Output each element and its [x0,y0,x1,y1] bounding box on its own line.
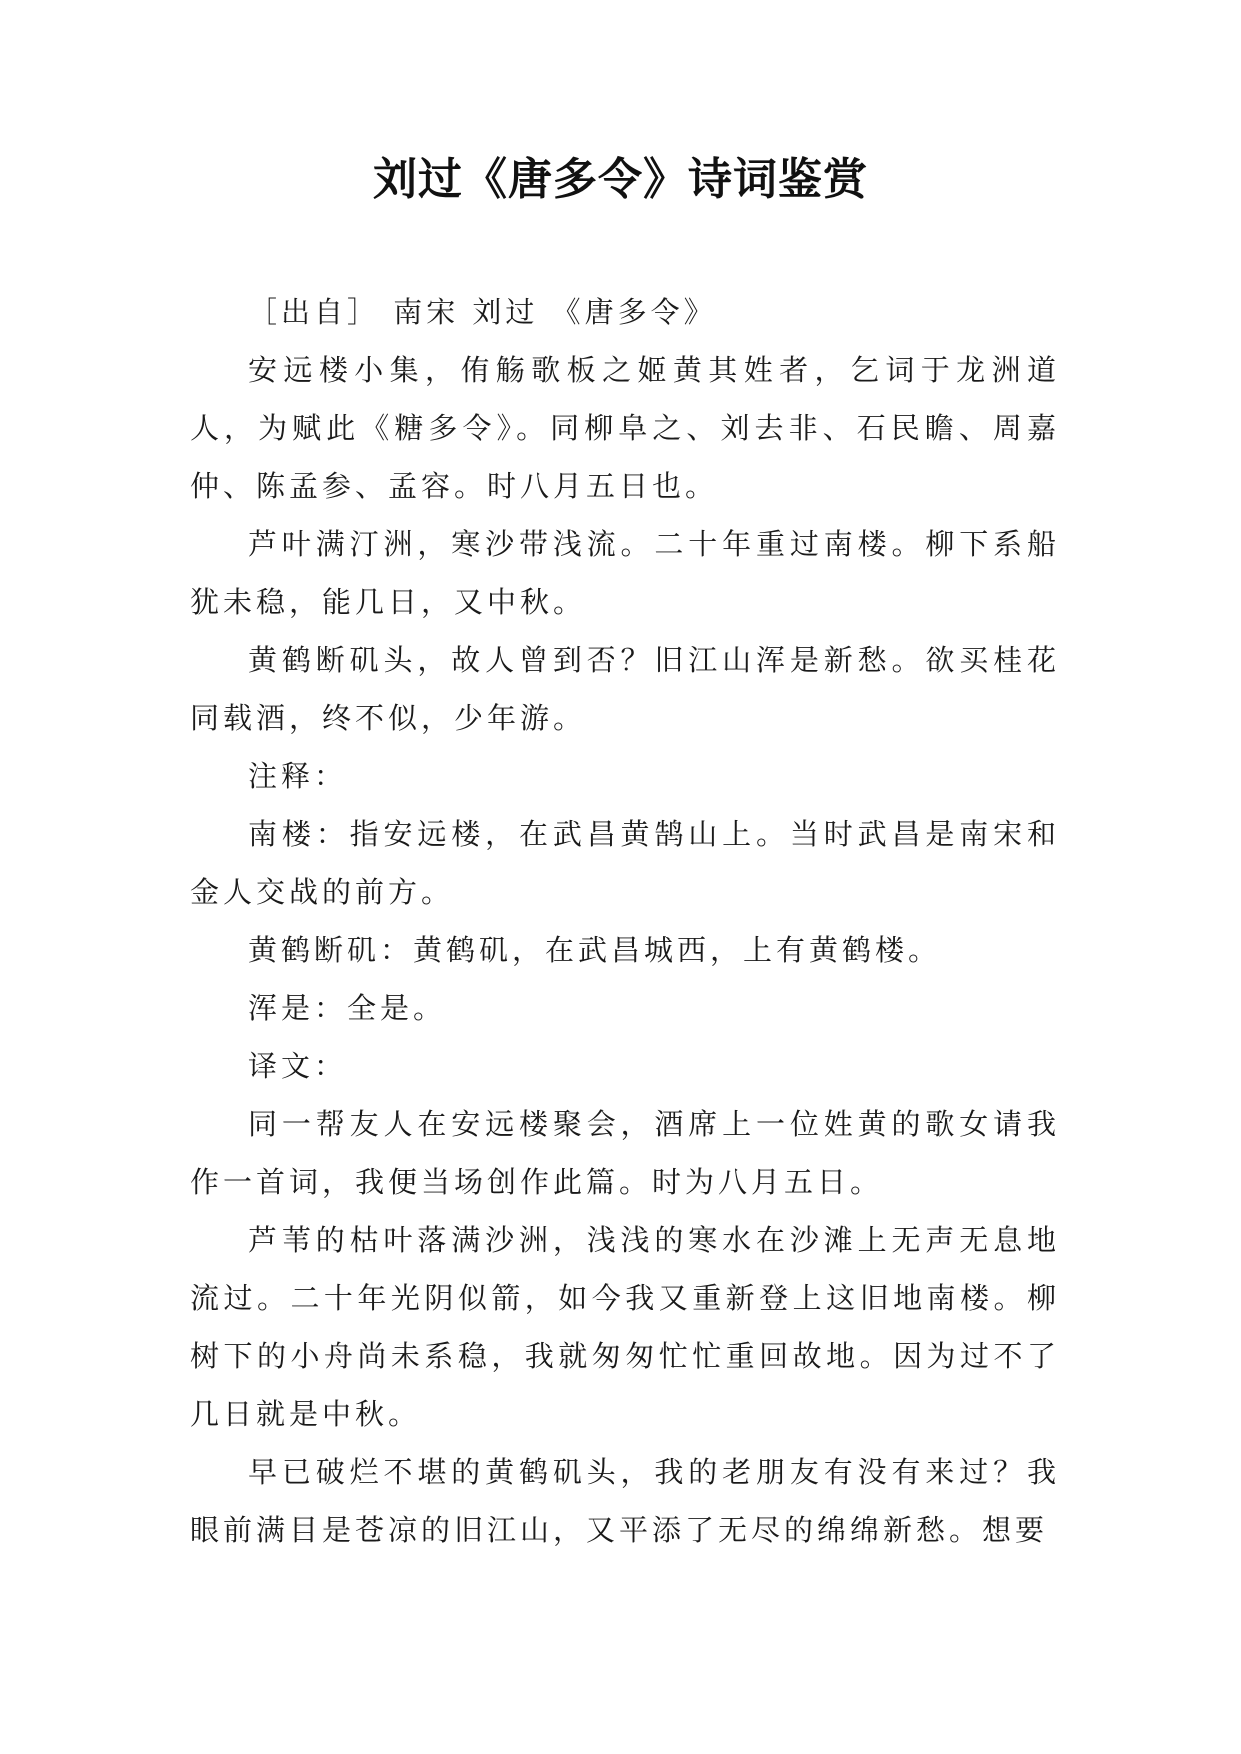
translation-paragraph: 同一帮友人在安远楼聚会，酒席上一位姓黄的歌女请我作一首词，我便当场创作此篇。时为八月五日。 [190,1107,1060,1199]
note-item: 南楼：指安远楼，在武昌黄鹄山上。当时武昌是南宋和金人交战的前方。 [190,817,1060,909]
note-item: 浑是：全是。 [248,991,447,1025]
translation-heading: 译文： [248,1049,348,1083]
poem-stanza-1: 芦叶满汀洲，寒沙带浅流。二十年重过南楼。柳下系船犹未稳，能几日，又中秋。 [190,527,1060,619]
preface-paragraph: 安远楼小集，侑觞歌板之姬黄其姓者，乞词于龙洲道人，为赋此《糖多令》。同柳阜之、刘去非、石民瞻、周嘉仲、陈孟参、孟容。时八月五日也。 [190,353,1060,503]
poem-stanza-2: 黄鹤断矶头，故人曾到否？旧江山浑是新愁。欲买桂花同载酒，终不似，少年游。 [190,643,1060,735]
notes-heading: 注释： [248,759,348,793]
document-body [190,283,1060,1559]
translation-paragraph: 早已破烂不堪的黄鹤矶头，我的老朋友有没有来过？我眼前满目是苍凉的旧江山，又平添了无尽的绵绵新愁。想要 [190,1455,1060,1547]
source-line: ［出自］ 南宋 刘过 《唐多令》 [248,295,717,329]
document-title: 刘过《唐多令》诗词鉴赏 [373,154,868,205]
note-item: 黄鹤断矶：黄鹤矶，在武昌城西，上有黄鹤楼。 [248,933,942,967]
translation-paragraph: 芦苇的枯叶落满沙洲，浅浅的寒水在沙滩上无声无息地流过。二十年光阴似箭，如今我又重新登上这旧地南楼。柳树下的小舟尚未系稳，我就匆匆忙忙重回故地。因为过不了几日就是中秋。 [190,1223,1060,1431]
